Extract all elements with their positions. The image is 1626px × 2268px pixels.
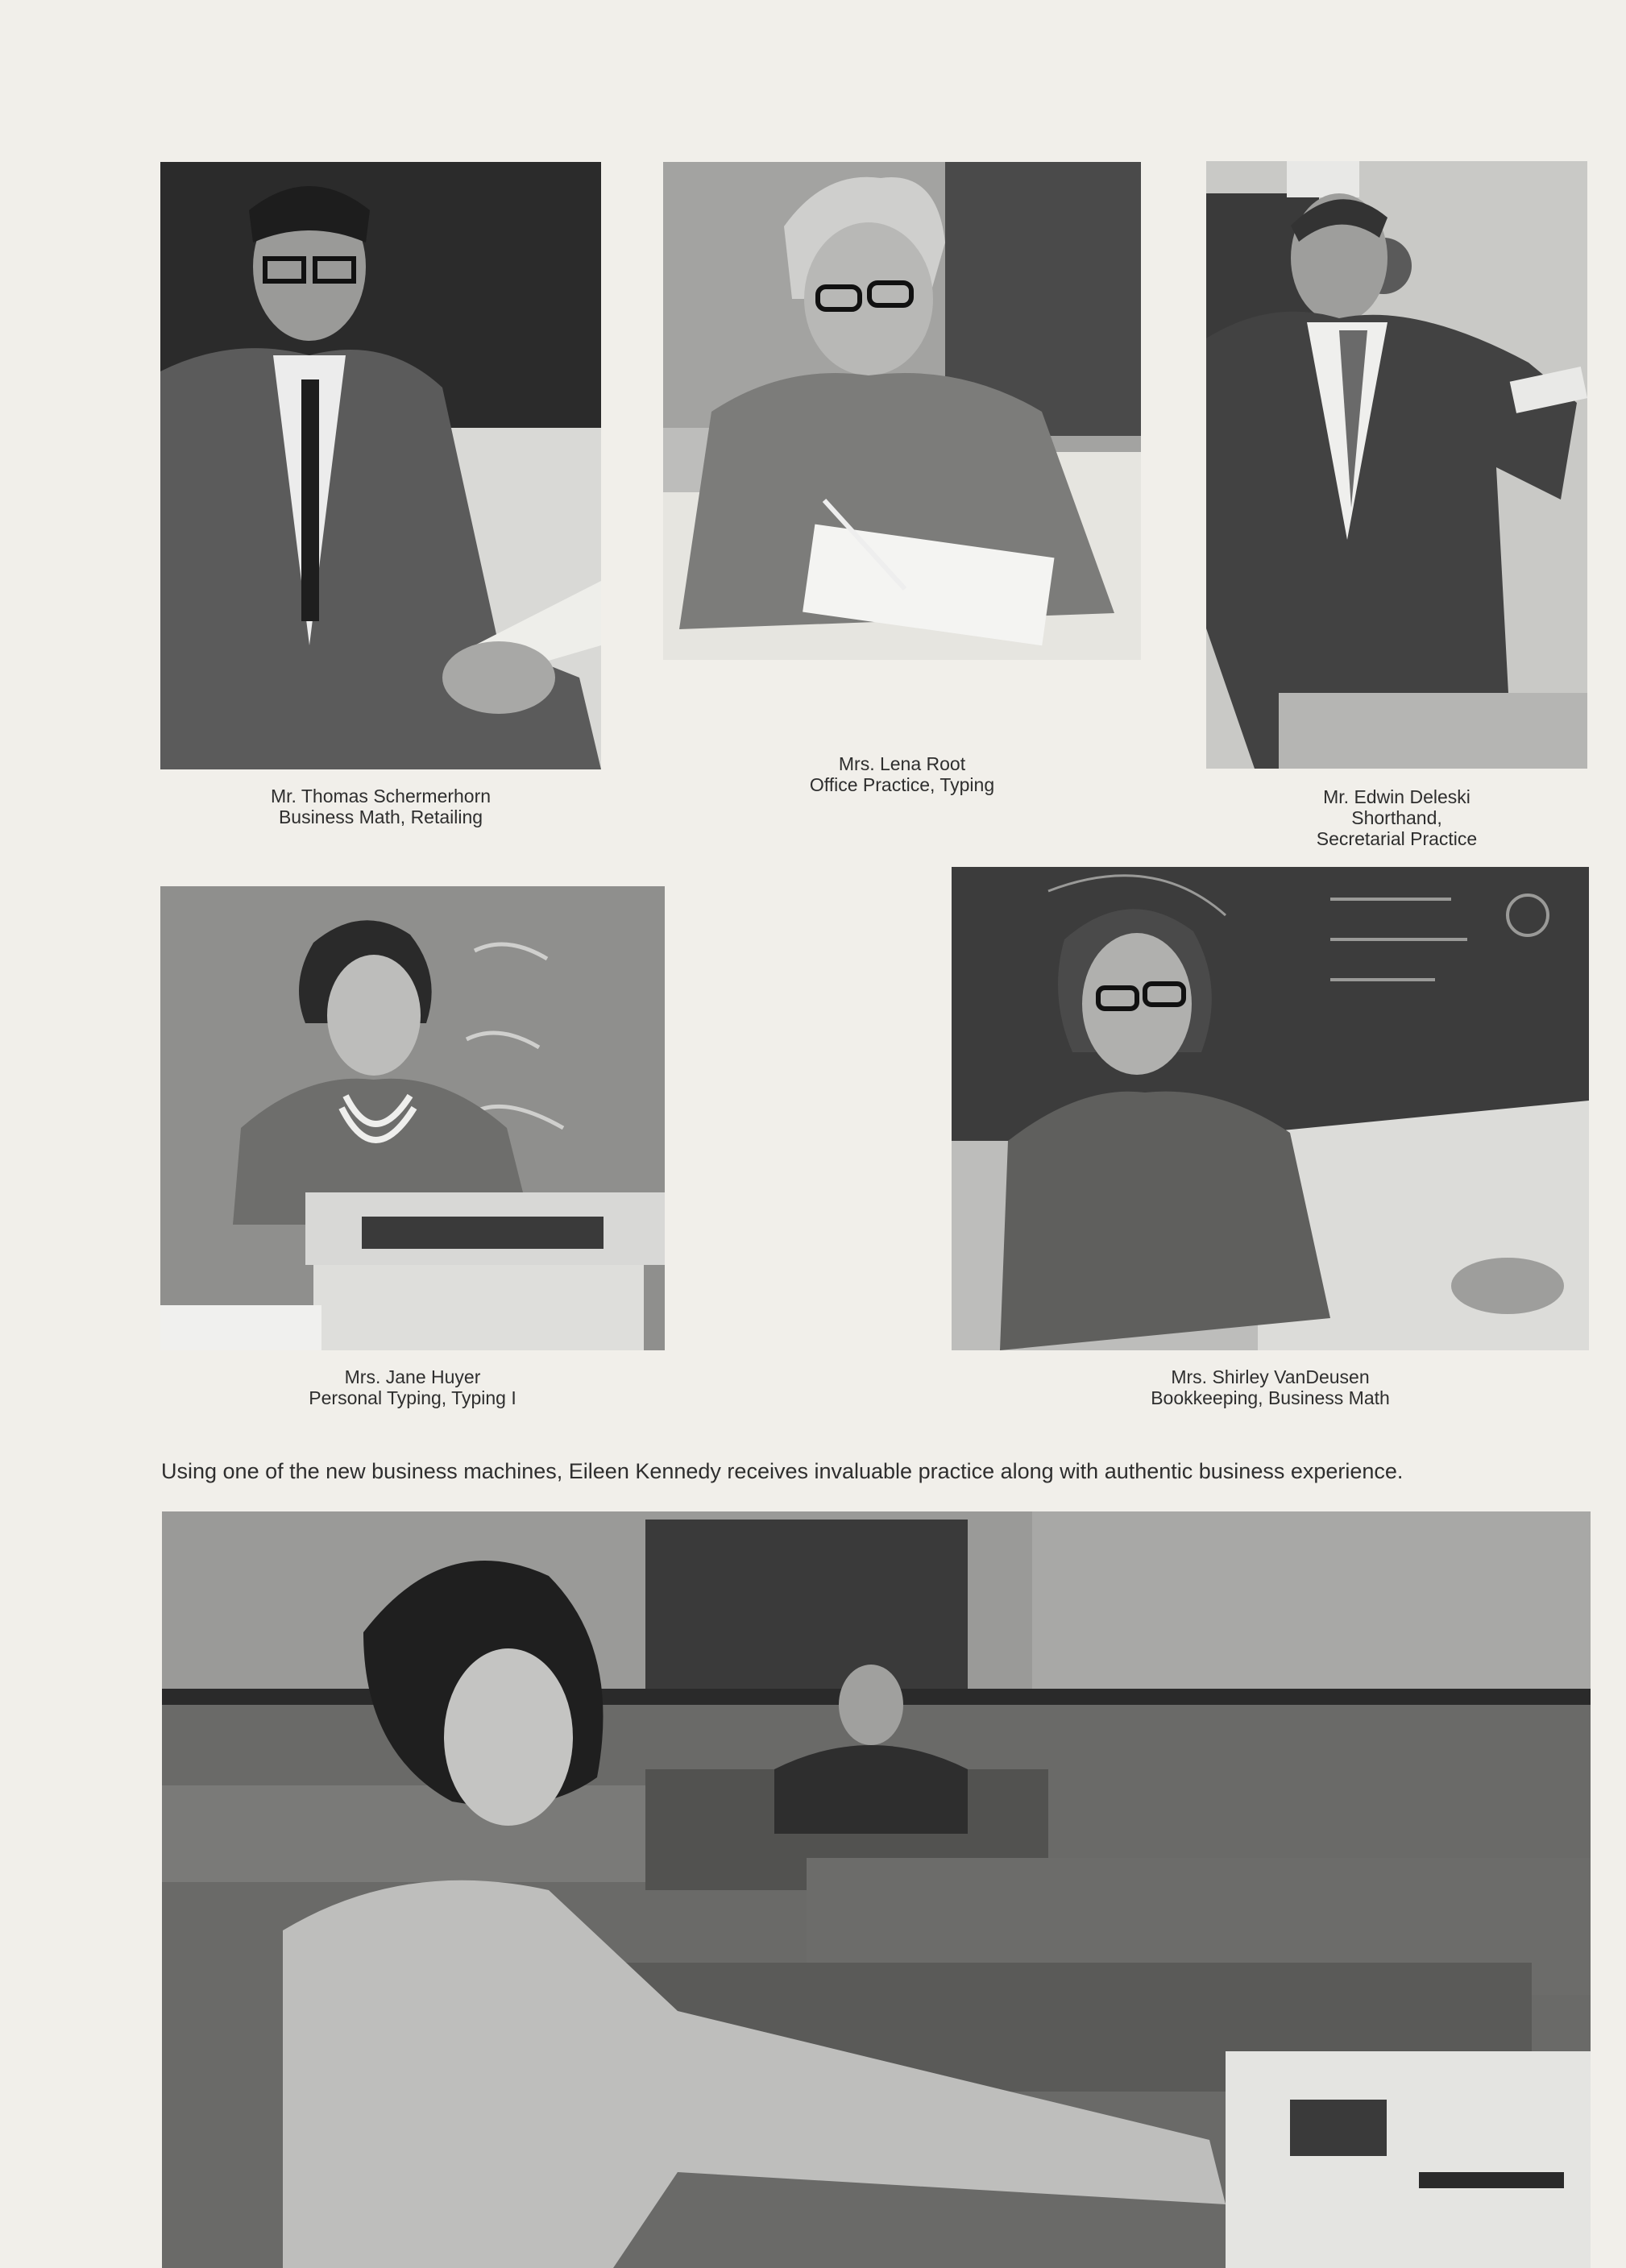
faculty-subjects: Personal Typing, Typing I: [309, 1387, 516, 1408]
photo-deleski: [1206, 161, 1587, 769]
photo-root: [663, 162, 1141, 660]
caption-deleski: [1206, 786, 1587, 849]
caption-huyer: [160, 1366, 665, 1408]
faculty-subjects: Business Math, Retailing: [278, 806, 483, 827]
caption-root: [663, 753, 1141, 795]
photo-schermerhorn: [160, 162, 601, 769]
faculty-name: Mrs. Jane Huyer: [344, 1366, 481, 1387]
faculty-subjects: Office Practice, Typing: [809, 774, 995, 795]
photo-feature: [162, 1511, 1591, 2268]
faculty-subjects: Shorthand,: [1351, 807, 1442, 828]
photo-vandeusen: [952, 867, 1589, 1350]
faculty-subjects-line2: Secretarial Practice: [1316, 828, 1478, 849]
feature-caption: Using one of the new business machines, Eileen Kennedy receives invaluable practice along with authentic business experience.: [161, 1459, 1404, 1483]
faculty-name: Mr. Edwin Deleski: [1323, 786, 1470, 807]
caption-vandeusen: [952, 1366, 1589, 1408]
caption-schermerhorn: [160, 786, 601, 827]
faculty-subjects: Bookkeeping, Business Math: [1151, 1387, 1390, 1408]
faculty-name: Mrs. Lena Root: [838, 753, 966, 774]
faculty-name: Mrs. Shirley VanDeusen: [1171, 1366, 1370, 1387]
photo-huyer: [160, 886, 665, 1350]
faculty-name: Mr. Thomas Schermerhorn: [270, 786, 492, 806]
